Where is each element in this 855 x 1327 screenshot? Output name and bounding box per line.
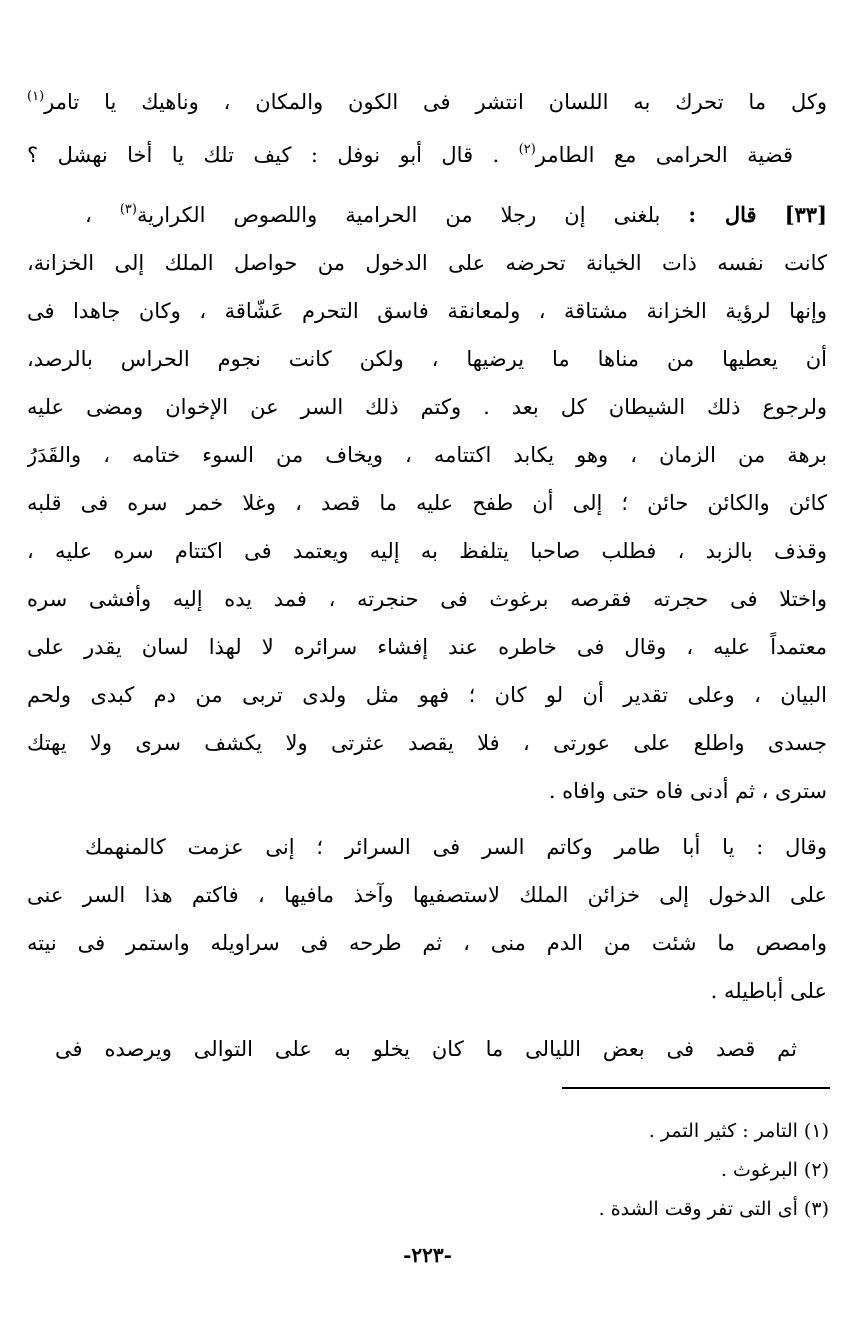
text-line: جسدى واطلع على عورتى ، فلا يقصد عثرتى ولا يكشف سرى ولا يهتك: [27, 731, 827, 755]
text-line: وقال : يا أبا طامر وكاتم السر فى السرائر ؛ إنى عزمت كالمنهمك: [85, 835, 827, 859]
footnote-divider: [562, 1087, 830, 1089]
text-line: البيان ، وعلى تقدير أن لو كان ؛ فهو مثل ولدى تربى من دم كبدى ولحم: [27, 683, 827, 707]
footnote-2: (٢) البرغوث .: [720, 1159, 829, 1181]
text-line: وقذف بالزبد ، فطلب صاحبا يتلفظ به إليه ويعتمد فى اكتتام سره عليه ،: [27, 539, 827, 563]
text-line: وكل ما تحرك به اللسان انتشر فى الكون والمكان ، وناهيك يا تامر$^{(١)}$: [27, 89, 827, 114]
text-line: وإنها لرؤية الخزانة مشتاقة ، ولمعانقة فاسق التحرم عَشّاقة ، وكان جاهدا فى: [27, 299, 827, 323]
text-line: وامصص ما شئت من الدم منى ، ثم طرحه فى سراويله واستمر فى نيته: [27, 931, 827, 955]
text-line: برهة من الزمان ، وهو يكابد اكتتامه ، ويخاف من السوء ختامه ، والقَدَرُ: [27, 443, 827, 467]
page-number: -٢٢٣-: [403, 1243, 452, 1267]
footnote-ref: (٣): [119, 202, 137, 217]
text-line: كائن والكائن حائن ؛ إلى أن طفح عليه ما قصد ، وغلا خمر سره فى قلبه: [27, 491, 827, 515]
text-line: واختلا فى حجرته فقرصه برغوث فى حنجرته ، فمد يده إليه وأفشى سره: [27, 587, 827, 611]
footnote-1: (١) التامر : كثير التمر .: [648, 1120, 829, 1142]
section-lead: قال :: [688, 202, 757, 227]
text-line: [٣٣] قال : بلغنى إن رجلا من الحرامية واللصوص الكرارية$^{(٣)}$ ،: [85, 202, 827, 227]
text-line: على أباطيله .: [710, 979, 827, 1003]
text-line: على الدخول إلى خزائن الملك لاستصفيها وآخذ مافيها ، فاكتم هذا السر عنى: [27, 883, 827, 907]
text-line: قضية الحرامى مع الطامر$^{(٢)}$ . قال أبو نوفل : كيف تلك يا أخا نهشل ؟: [27, 142, 793, 167]
text-line: سترى ، ثم أدنى فاه حتى وافاه .: [548, 779, 827, 803]
footnote-ref: (١): [27, 89, 45, 104]
text-line: أن يعطيها من مناها ما يرضيها ، ولكن كانت نجوم الحراس بالرصد،: [27, 347, 827, 371]
footnote-ref: (٢): [518, 142, 536, 157]
footnote-3: (٣) أى التى تفر وقت الشدة .: [598, 1198, 829, 1220]
text-line: معتمداً عليه ، وقال فى خاطره عند إفشاء سرائره لا لهذا لسان يقدر على: [27, 635, 827, 659]
text-line: ولرجوع ذلك الشيطان كل بعد . وكتم ذلك السر عن الإخوان ومضى عليه: [27, 395, 827, 419]
text-line: ثم قصد فى بعض الليالى ما كان يخلو به على التوالى ويرصده فى: [55, 1037, 797, 1061]
text-line: كانت نفسه ذات الخيانة تحرضه على الدخول من حواصل الملك إلى الخزانة،: [27, 251, 827, 275]
section-number: [٣٣]: [784, 202, 827, 227]
